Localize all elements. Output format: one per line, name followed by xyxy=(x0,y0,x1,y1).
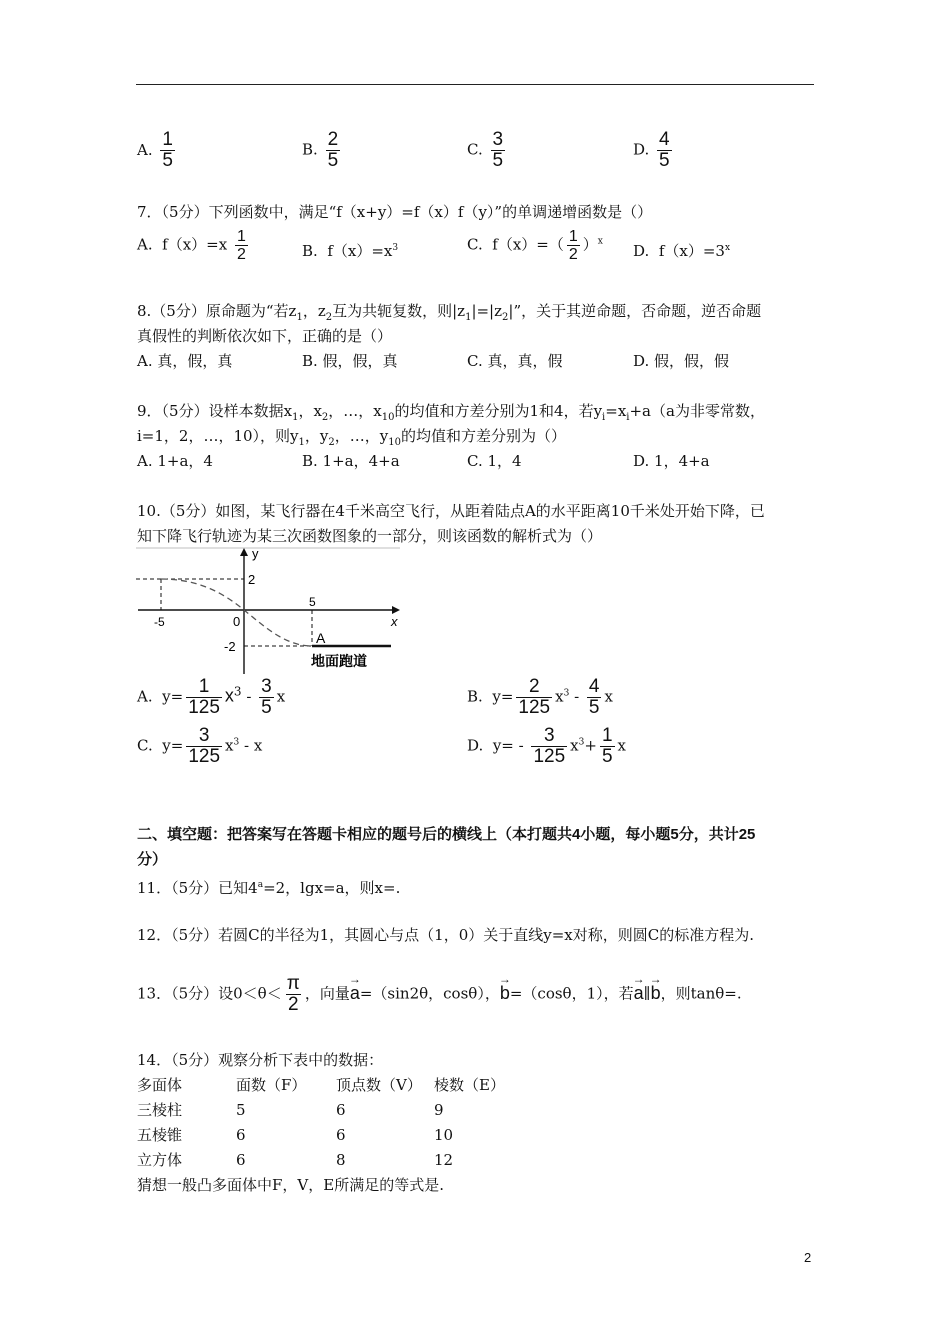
table-header: 棱数（E） xyxy=(434,1076,505,1094)
x-axis-arrow xyxy=(392,606,400,614)
table-cell: 五棱锥 xyxy=(137,1126,183,1144)
fraction: $\frac{1}{5}$ xyxy=(601,725,613,767)
q9-stem-line2: i=1，2，…，10），则$y_1$，$y_2$，…，$y_{10}$的均值和方差分别为（） xyxy=(137,427,566,448)
q8-option-d: D. 假，假，假 xyxy=(633,352,730,370)
q9-option-c: C. 1，4 xyxy=(467,452,522,470)
q14-conclusion: 猜想一般凸多面体中F，V，E所满足的等式是. xyxy=(137,1176,444,1194)
fraction: $\frac{2}{5}$ xyxy=(327,129,339,171)
section2-heading-line1: 二、填空题：把答案写在答题卡相应的题号后的横线上（本打题共4小题，每小题5分，共计25 xyxy=(137,826,756,843)
label-neg5: -5 xyxy=(154,615,165,629)
q9-option-a: A. 1+a，4 xyxy=(137,452,213,470)
q8-option-a: A. 真，假，真 xyxy=(137,352,233,370)
q10-stem-line1: 10.（5分）如图，某飞行器在4千米高空飞行，从距着陆点A的水平距离10千米处开始下降，已 xyxy=(137,502,765,520)
fraction: $\frac{3}{5}$ xyxy=(492,129,504,171)
table-cell: 8 xyxy=(336,1151,346,1169)
fraction: $\frac{1}{5}$ xyxy=(162,129,173,171)
q11: 11．（5分）已知$4^a=2$，lgx=a，则x=. xyxy=(137,879,401,897)
table-cell: 9 xyxy=(434,1101,444,1119)
fraction: $\frac{\pi}{2}$ xyxy=(286,973,300,1015)
q8-stem-line2: 真假性的判断依次如下，正确的是（） xyxy=(137,327,393,345)
table-header: 面数（F） xyxy=(236,1076,307,1094)
table-cell: 6 xyxy=(336,1126,346,1144)
table-cell: 5 xyxy=(236,1101,246,1119)
q10-figure xyxy=(136,546,406,676)
fraction: $\frac{1}{125}$ xyxy=(188,676,220,718)
header-rule xyxy=(136,84,814,85)
vector-a: → a xyxy=(634,983,644,1004)
q6-option-d: D. $\frac{4}{5}$ xyxy=(633,129,670,171)
page-number: 2 xyxy=(804,1250,812,1265)
fraction: $\frac{3}{125}$ xyxy=(533,725,566,767)
q9-option-d: D. 1，4+a xyxy=(633,452,710,470)
label-neg2: -2 xyxy=(224,639,236,654)
label-2: 2 xyxy=(248,572,256,587)
q8-stem-line1: 8.（5分）原命题为“若$z_1$，$z_2$互为共轭复数，则$|z_1|=|z_2|$”，关于其逆命题，否命题，逆否命题 xyxy=(137,302,762,323)
q10-stem-line2: 知下降飞行轨迹为某三次函数图象的一部分，则该函数的解析式为（） xyxy=(137,527,603,545)
table-cell: 6 xyxy=(336,1101,346,1119)
fraction: $\frac{3}{125}$ xyxy=(188,725,221,767)
table-cell: 12 xyxy=(434,1151,454,1169)
label-y: y xyxy=(252,546,259,561)
q8-option-c: C. 真，真，假 xyxy=(467,352,563,370)
table-cell: 6 xyxy=(236,1151,246,1169)
fraction: $\frac{4}{5}$ xyxy=(659,129,670,171)
table-cell: 10 xyxy=(434,1126,454,1144)
label-A: A xyxy=(316,630,326,646)
fraction: $\frac{4}{5}$ xyxy=(588,676,600,718)
table-cell: 三棱柱 xyxy=(137,1101,183,1119)
fraction: $\frac{1}{2}$ xyxy=(236,228,246,263)
q7-option-a: A. f（x）=x $\frac{1}{2}$ xyxy=(137,228,246,263)
q14-stem: 14．（5分）观察分析下表中的数据： xyxy=(137,1051,384,1069)
q6-option-a: A. $\frac{1}{5}$ xyxy=(137,129,173,171)
label-5: 5 xyxy=(309,595,316,609)
fraction: $\frac{1}{2}$ xyxy=(568,228,578,263)
q7-option-c: C. f（x）=（ $\frac{1}{2}$ ）$^x$ xyxy=(467,228,603,263)
vector-a: → a xyxy=(350,983,360,1004)
q10-option-c: C. y= $\frac{3}{125}$ $x^3$ - x xyxy=(137,725,263,767)
q7-option-d: D. $f(x)=3^x$ xyxy=(633,242,731,260)
vector-b: → b xyxy=(651,983,661,1004)
q10-option-a: A. y= $\frac{1}{125}$ $x^3$ - $\frac{3}{5}$ x xyxy=(137,676,286,718)
q7-option-b: B. $f(x)=x^3$ xyxy=(302,242,399,260)
q7-stem: 7．（5分）下列函数中，满足“f（x+y）=f（x）f（y）”的单调递增函数是（） xyxy=(137,203,653,221)
q9-option-b: B. 1+a，4+a xyxy=(302,452,400,470)
table-cell: 6 xyxy=(236,1126,246,1144)
q8-option-b: B. 假，假，真 xyxy=(302,352,398,370)
fraction: $\frac{2}{125}$ xyxy=(518,676,551,718)
section2-heading-line2: 分） xyxy=(137,851,168,868)
table-header: 多面体 xyxy=(137,1076,183,1094)
table-cell: 立方体 xyxy=(137,1151,183,1169)
q6-option-c: C. $\frac{3}{5}$ xyxy=(467,129,504,171)
q9-stem-line1: 9．（5分）设样本数据$x_1$，$x_2$，…，$x_{10}$的均值和方差分别为1和4，若$y_i=x_i+a(a$为非零常数， xyxy=(137,402,765,423)
q10-option-b: B. y= $\frac{2}{125}$ $x^3$ - $\frac{4}{5}$ x xyxy=(467,676,613,718)
y-axis-arrow xyxy=(240,548,248,556)
flight-trajectory xyxy=(161,579,312,646)
q6-option-b: B. $\frac{2}{5}$ xyxy=(302,129,339,171)
q12: 12．（5分）若圆C的半径为1，其圆心与点（1，0）关于直线y=x对称，则圆C的标准方程为. xyxy=(137,926,754,944)
label-x: x xyxy=(391,614,398,629)
fraction: $\frac{3}{5}$ xyxy=(261,676,272,718)
vector-b: → b xyxy=(500,983,510,1004)
label-0: 0 xyxy=(233,614,241,629)
q10-option-d: D. y= - $\frac{3}{125}$ $x^3+$ $\frac{1}{5}$ x xyxy=(467,725,626,767)
q13: 13．（5分）设0＜θ＜ $\frac{\pi}{2}$ ，向量→ a=（sin2θ，cosθ），→ b=（cosθ，1），若→ a∥→ b，则tanθ=. xyxy=(137,974,742,1015)
label-runway: 地面跑道 xyxy=(311,653,367,669)
table-header: 顶点数（V） xyxy=(336,1076,422,1094)
